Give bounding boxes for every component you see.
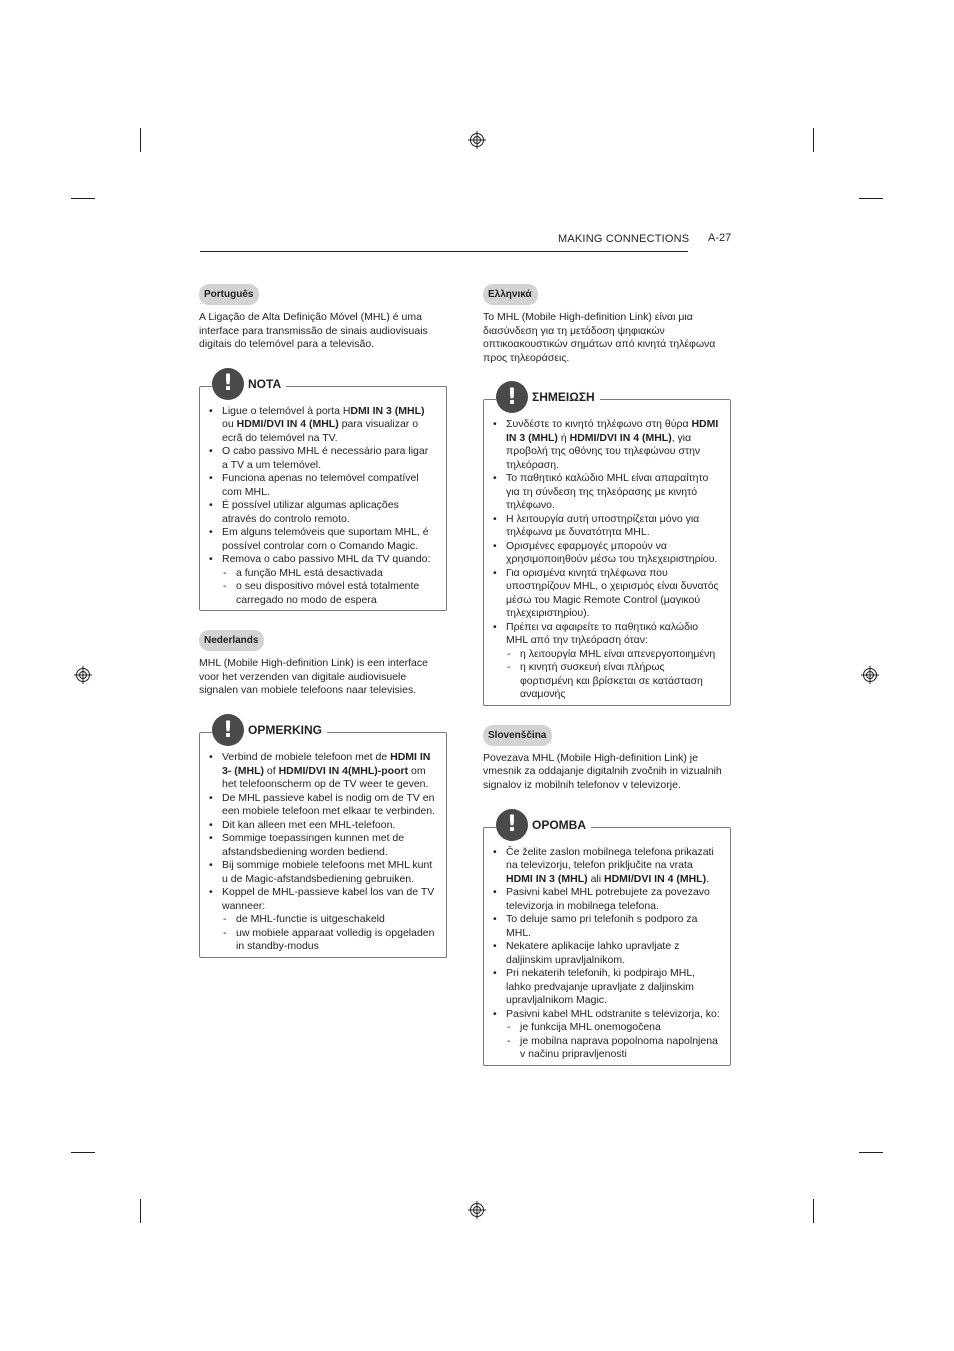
sub-list-item: - je mobilna naprava popolnoma napolnjena v načinu pripravljenosti [506, 1035, 720, 1062]
note-header [212, 368, 286, 400]
note-header [496, 809, 591, 841]
intro-text: Το MHL (Mobile High-definition Link) είναι μια διασύνδεση για τη μετάδοση ψηφιακών οπτικοακουστικών σημάτων από κινητά τηλέφωνα προς τηλεοράσεις. [483, 311, 716, 364]
language-tag: Nederlands [199, 630, 264, 651]
list-item: • Remova o cabo passivo MHL da TV quando: - a função MHL está desactivada - o seu dispositivo móvel está totalmente carregado no modo de espera [208, 553, 436, 607]
note-list [492, 846, 720, 1062]
crop-mark [813, 128, 814, 152]
list-item: • Η λειτουργία αυτή υποστηρίζεται μόνο για τηλέφωνα με δυνατότητα MHL. [492, 513, 720, 540]
note-title: NOTA [248, 376, 282, 391]
list-item: • Pasivni kabel MHL potrebujete za povezavo televizorja in mobilnega telefona. [492, 886, 720, 913]
left-column [199, 284, 447, 958]
registration-mark-icon [468, 1201, 486, 1219]
note-title: OPMERKING [248, 723, 323, 738]
list-item: • Ligue o telemóvel à porta HDMI IN 3 (MHL) ou HDMI/DVI IN 4 (MHL) para visualizar o ecrã do telemóvel na TV. [208, 405, 436, 446]
note-box [483, 384, 731, 706]
note-list [208, 751, 436, 954]
list-item: • De MHL passieve kabel is nodig om de TV en een mobiele telefoon met elkaar te verbinden. [208, 792, 436, 819]
sub-list [222, 913, 436, 954]
sub-list-item: - a função MHL está desactivada [222, 567, 436, 581]
list-item: • Συνδέστε το κινητό τηλέφωνο στη θύρα HDMI IN 3 (MHL) ή HDMI/DVI IN 4 (MHL), για προβολή της οθόνης του τηλεφώνου στην τηλεόραση. [492, 418, 720, 472]
registration-mark-icon [74, 666, 92, 684]
sub-list-item: - η κινητή συσκευή είναι πλήρως φορτισμένη και βρίσκεται σε κατάσταση αναμονής [506, 661, 720, 702]
sub-list [506, 648, 720, 702]
crop-mark [140, 128, 141, 152]
note-box [199, 717, 447, 958]
header-section-title: MAKING CONNECTIONS [558, 233, 690, 245]
sub-list-item: - uw mobiele apparaat volledig is opgeladen in standby-modus [222, 927, 436, 954]
list-item: • Sommige toepassingen kunnen met de afstandsbediening worden bediend. [208, 832, 436, 859]
exclamation-icon: ! [212, 368, 244, 400]
intro-text: Povezava MHL (Mobile High-definition Link) je vmesnik za oddajanje digitalnih zvočnih in vizualnih signalov iz mobilnih telefonov v televizorje. [483, 751, 722, 792]
list-item: • É possível utilizar algumas aplicações através do controlo remoto. [208, 499, 436, 526]
page-number: A-27 [708, 232, 732, 244]
list-item: • To deluje samo pri telefonih s podporo za MHL. [492, 913, 720, 940]
list-item: • Em alguns telemóveis que suportam MHL, é possível controlar com o Comando Magic. [208, 526, 436, 553]
right-column [483, 284, 731, 1066]
list-item: • Πρέπει να αφαιρείτε το παθητικό καλώδιο MHL από την τηλεόραση όταν: - η λειτουργία MHL είναι απενεργοποιημένη - η κινητή συσκευή είναι πλήρως φορτισμένη και βρίσκεται σε κατάσταση αναμονής [492, 621, 720, 702]
list-item: • Koppel de MHL-passieve kabel los van de TV wanneer: - de MHL-functie is uitgeschakeld - uw mobiele apparaat volledig is opgeladen in standby-modus [208, 886, 436, 954]
section-dutch [199, 630, 447, 957]
language-tag: Ελληνικά [483, 284, 538, 305]
sub-list-item: - η λειτουργία MHL είναι απενεργοποιημένη [506, 648, 720, 662]
exclamation-icon: ! [496, 381, 528, 413]
note-title: OPOMBA [532, 817, 586, 832]
note-list [208, 405, 436, 608]
list-item: • Če želite zaslon mobilnega telefona prikazati na televizorju, telefon priključite na vrata HDMI IN 3 (MHL) ali HDMI/DVI IN 4 (MHL). [492, 846, 720, 887]
list-item: • Pri nekaterih telefonih, ki podpirajo MHL, lahko predvajanje upravljate z daljinskim upravljalnikom Magic. [492, 967, 720, 1008]
crop-mark [71, 198, 95, 199]
note-header [496, 381, 600, 413]
intro-text: A Ligação de Alta Definição Móvel (MHL) é uma interface para transmissão de sinais audiovisuais digitais do telemóvel para a televisão. [199, 311, 428, 351]
note-title: ΣΗΜΕΙΩΣΗ [532, 390, 595, 405]
list-item: • Pasivni kabel MHL odstranite s televizorja, ko: - je funkcija MHL onemogočena - je mobilna naprava popolnoma napolnjena v načinu pripravljenosti [492, 1008, 720, 1062]
crop-mark [859, 198, 883, 199]
header-rule [200, 251, 688, 252]
list-item: • O cabo passivo MHL é necessário para ligar a TV a um telemóvel. [208, 445, 436, 472]
list-item: • Ορισμένες εφαρμογές μπορούν να χρησιμοποιηθούν μέσω του τηλεχειριστηρίου. [492, 540, 720, 567]
sub-list-item: - je funkcija MHL onemogočena [506, 1021, 720, 1035]
crop-mark [140, 1199, 141, 1223]
language-tag: Português [199, 284, 259, 305]
list-item: • Verbind de mobiele telefoon met de HDMI IN 3- (MHL) of HDMI/DVI IN 4(MHL)-poort om het telefoonscherm op de TV weer te geven. [208, 751, 436, 792]
list-item: • Funciona apenas no telemóvel compatível com MHL. [208, 472, 436, 499]
registration-mark-icon [468, 131, 486, 149]
list-item: • Dit kan alleen met een MHL-telefoon. [208, 819, 436, 833]
note-list [492, 418, 720, 702]
crop-mark [859, 1152, 883, 1153]
sub-list [506, 1021, 720, 1062]
section-greek [483, 284, 731, 706]
registration-mark-icon [861, 666, 879, 684]
exclamation-icon: ! [496, 809, 528, 841]
sub-list [222, 567, 436, 608]
note-header [212, 714, 327, 746]
intro-text: MHL (Mobile High-definition Link) is een interface voor het verzenden van digitale audiovisuele signalen van mobiele telefoons naar televisies. [199, 657, 428, 697]
crop-mark [813, 1199, 814, 1223]
note-box [199, 371, 447, 612]
section-portuguese [199, 284, 447, 611]
crop-mark [71, 1152, 95, 1153]
list-item: • Για ορισμένα κινητά τηλέφωνα που υποστηρίζουν MHL, ο χειρισμός είναι δυνατός μέσω του Magic Remote Control (μαγικού τηλεχειριστηρίου). [492, 567, 720, 621]
list-item: • Bij sommige mobiele telefoons met MHL kunt u de Magic-afstandsbediening gebruiken. [208, 859, 436, 886]
list-item: • Nekatere aplikacije lahko upravljate z daljinskim upravljalnikom. [492, 940, 720, 967]
exclamation-icon: ! [212, 714, 244, 746]
sub-list-item: - de MHL-functie is uitgeschakeld [222, 913, 436, 927]
sub-list-item: - o seu dispositivo móvel está totalmente carregado no modo de espera [222, 580, 436, 607]
note-box [483, 812, 731, 1066]
list-item: • Το παθητικό καλώδιο MHL είναι απαραίτητο για τη σύνδεση της τηλεόρασης με κινητό τηλέφωνο. [492, 472, 720, 513]
section-slovenian [483, 725, 731, 1066]
language-tag: Slovenščina [483, 725, 552, 746]
